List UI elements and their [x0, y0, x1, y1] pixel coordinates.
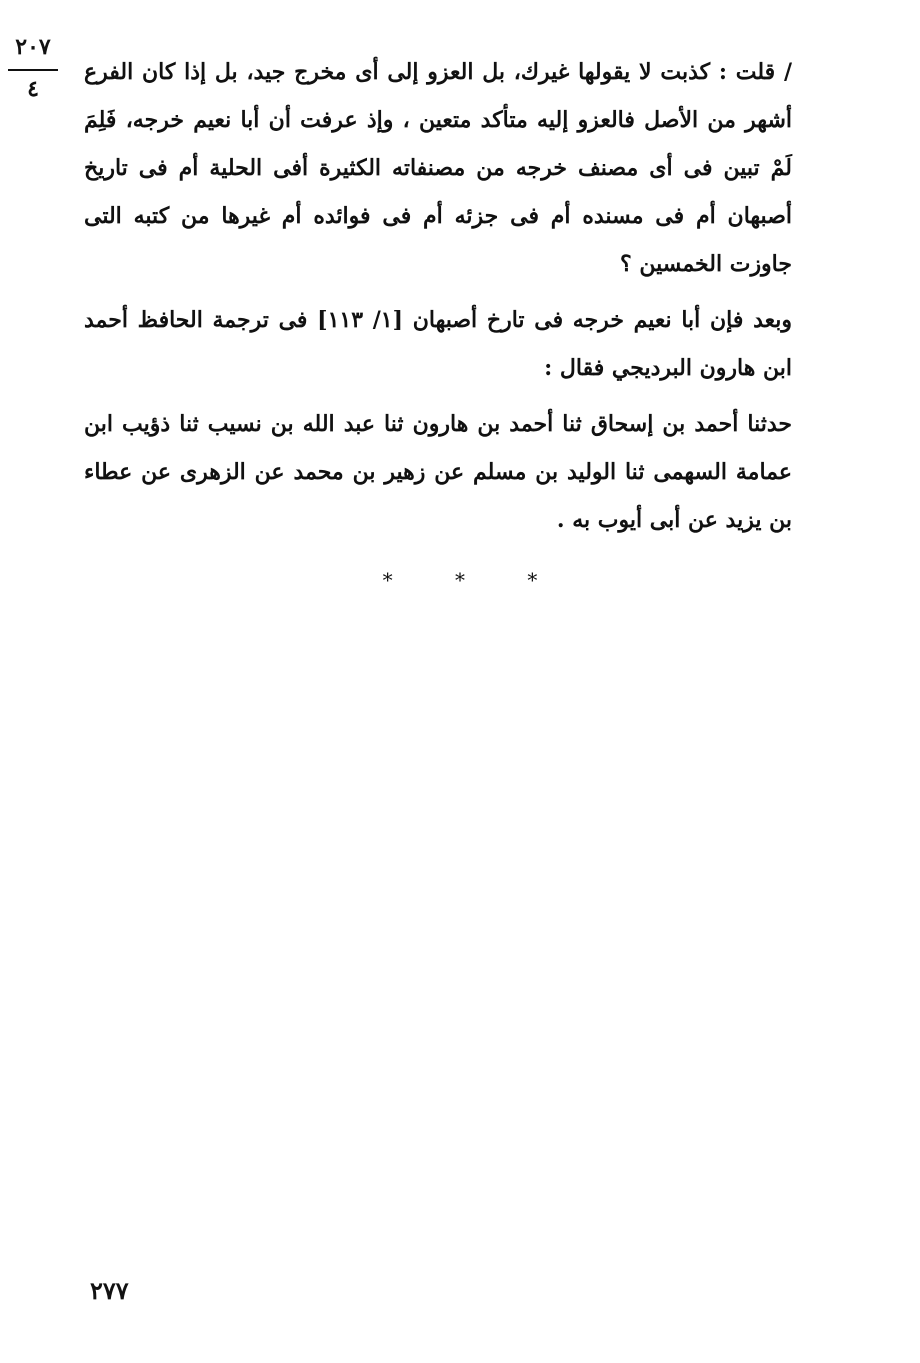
margin-reference-page: ٢٠٧ [15, 34, 51, 60]
margin-reference-part: ٤ [27, 76, 39, 102]
paragraph-source [84, 296, 792, 392]
paragraph-text: حدثنا أحمد بن إسحاق ثنا أحمد بن هارون ثنا عبد الله بن نسيب ثنا ذؤيب ابن عمامة السهمى ثنا الوليد بن مسلم عن زهير بن محمد عن الزهرى عن عطاء بن يزيد عن أبى أيوب به . [84, 411, 792, 533]
paragraph-isnad [84, 400, 792, 544]
margin-reference [8, 36, 58, 100]
main-text [84, 48, 792, 544]
page-number: ٢٧٧ [90, 1276, 129, 1305]
paragraph-lead: / قلت : [718, 59, 792, 85]
paragraph-text: وبعد فإن أبا نعيم خرجه فى تارخ أصبهان [١/ ١١٣] فى ترجمة الحافظ أحمد ابن هارون البرديجي فقال : [84, 307, 792, 381]
margin-reference-divider [8, 69, 58, 71]
paragraph-text: كذبت لا يقولها غيرك، بل العزو إلى أى مخرج جيد، بل إذا كان الفرع أشهر من الأصل فالعزو إليه متأكد متعين ، وإذ عرفت أن أبا نعيم خرجه، فَلِمَ لَمْ تبين فى أى مصنف خرجه من مصنفاته الكثيرة أفى الحلية أم فى تاريخ أصبهان أم فى مسنده أم فى جزئه أم فى فوائده أم غيرها من كتبه التى جاوزت الخمسين ؟ [84, 59, 792, 277]
section-separator: * * * [382, 568, 566, 592]
paragraph-rebuttal [84, 48, 792, 288]
